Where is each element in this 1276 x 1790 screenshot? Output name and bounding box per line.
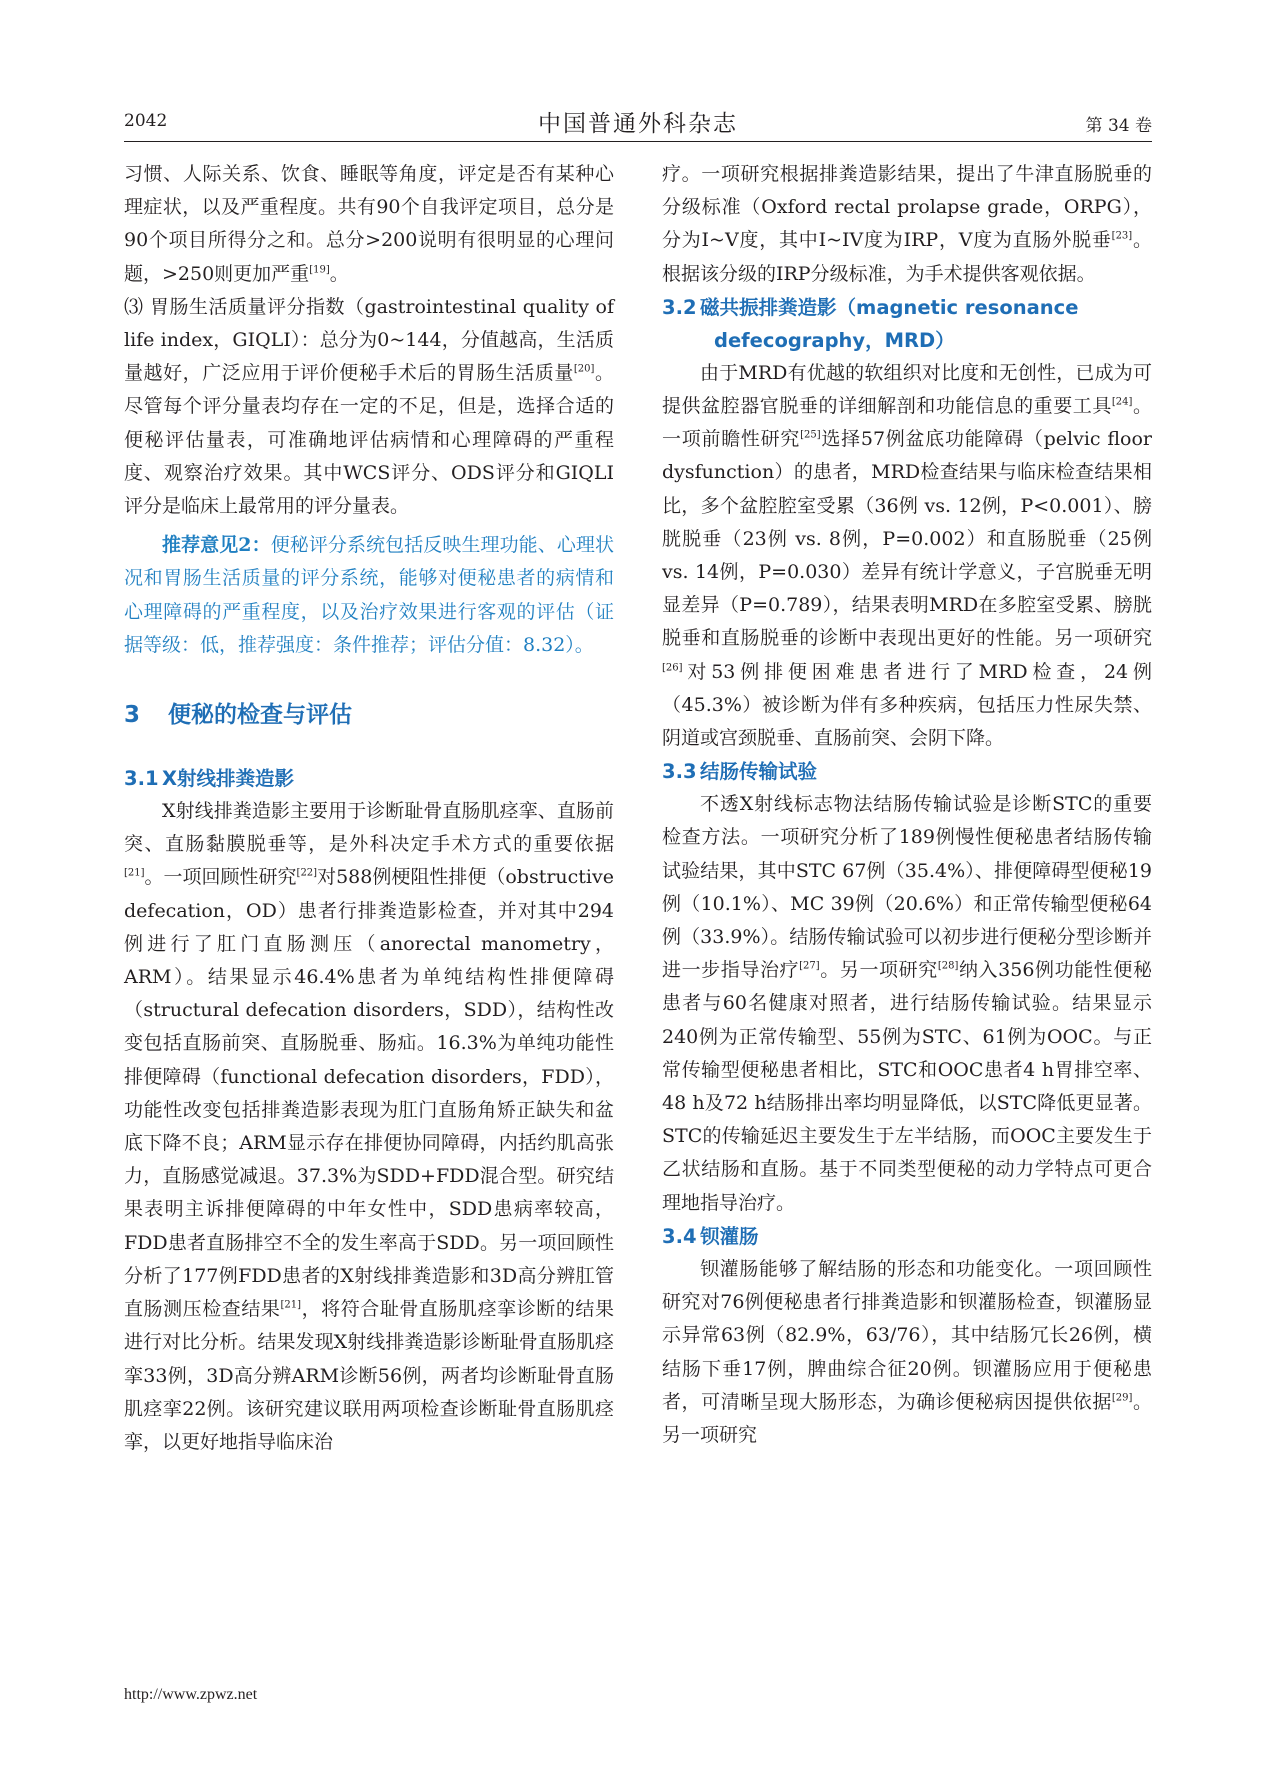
paragraph-orpg: 疗。一项研究根据排粪造影结果，提出了牛津直肠脱垂的分级标准（Oxford rectal prolapse grade，ORPG），分为I~V度，其中I~IV度为IRP，V度为直肠外脱垂[23]。根据该分级的IRP分级标准，为手术提供客观依据。: [662, 163, 1152, 285]
volume-label: 第 34 卷: [1085, 116, 1152, 136]
subsection-3-4-heading: 3.4 钡灌肠: [662, 1224, 759, 1248]
citation-29[interactable]: [29]: [1111, 1392, 1133, 1404]
subsection-3-3-heading: 3.3 结肠传输试验: [662, 760, 818, 784]
footer-url[interactable]: http://www.zpwz.net: [124, 1686, 258, 1703]
citation-28[interactable]: [28]: [937, 960, 959, 972]
page-number: 2042: [124, 111, 168, 131]
right-column: [662, 158, 1152, 1452]
citation-27[interactable]: [27]: [799, 960, 820, 972]
recommendation-text: 便秘评分系统包括反映生理功能、心理状况和胃肠生活质量的评分系统，能够对便秘患者的病情和心理障碍的严重程度，以及治疗效果进行客观的评估（证据等级：低，推荐强度：条件推荐；评估分值：8.32）。: [124, 534, 614, 656]
paragraph-barium-enema: 钡灌肠能够了解结肠的形态和功能变化。一项回顾性研究对76例便秘患者行排粪造影和钡灌肠检查，钡灌肠显示异常63例（82.9%，63/76），其中结肠冗长26例，横结肠下垂17例，脾曲综合征20例。钡灌肠应用于便秘患者，可清晰呈现大肠形态，为确诊便秘病因提供依据[29]。另一项研究: [662, 1257, 1152, 1446]
journal-title: 中国普通外科杂志: [538, 111, 738, 137]
citation-20[interactable]: [20]: [573, 363, 595, 375]
citation-21[interactable]: [21]: [124, 868, 145, 880]
recommendation-2: [124, 529, 614, 662]
paragraph-scl90-continuation: 习惯、人际关系、饮食、睡眠等角度，评定是否有某种心理症状，以及严重程度。共有90个自我评定项目，总分是90个项目所得分之和。总分>200说明有很明显的心理问题，>250则更加严重[19]。: [124, 163, 614, 285]
citation-22[interactable]: [22]: [296, 868, 318, 880]
citation-26[interactable]: [26]: [662, 662, 683, 674]
section-3-heading: 3 便秘的检查与评估: [124, 702, 352, 729]
citation-19[interactable]: [19]: [309, 264, 330, 276]
header-rule: [124, 141, 1152, 142]
paragraph-colonic-transit: 不透X射线标志物法结肠传输试验是诊断STC的重要检查方法。一项研究分析了189例慢性便秘患者结肠传输试验结果，其中STC 67例（35.4%）、排便障碍型便秘19例（10.1%）、MC 39例（20.6%）和正常传输型便秘64例（33.9%）。结肠传输试验可以初步进行便秘分型诊断并进一步指导治疗[27]。另一项研究[28]纳入356例功能性便秘患者与60名健康对照者，进行结肠传输试验。结果显示240例为正常传输型、55例为STC、61例为OOC。与正常传输型便秘患者相比，STC和OOC患者4 h胃排空率、48 h及72 h结肠排出率均明显降低，以STC降低更显著。STC的传输延迟主要发生于左半结肠，而OOC主要发生于乙状结肠和直肠。基于不同类型便秘的动力学特点可更合理地指导治疗。: [662, 793, 1152, 1214]
running-header: [124, 100, 1152, 142]
recommendation-label: 推荐意见2：: [162, 534, 271, 557]
subsection-3-1-heading: 3.1 X射线排粪造影: [124, 767, 295, 791]
paragraph-giqli: ⑶ 胃肠生活质量评分指数（gastrointestinal quality of life index，GIQLI）：总分为0~144，分值越高，生活质量越好，广泛应用于评价便秘手术后的胃肠生活质量[20]。尽管每个评分量表均存在一定的不足，但是，选择合适的便秘评估量表，可准确地评估病情和心理障碍的严重程度、观察治疗效果。其中WCS评分、ODS评分和GIQLI评分是临床上最常用的评分量表。: [124, 295, 614, 518]
citation-23[interactable]: [23]: [1111, 231, 1133, 243]
citation-25[interactable]: [25]: [800, 429, 821, 441]
subsection-3-2-heading: 3.2 磁共振排粪造影（magnetic resonance defecography，MRD）: [662, 295, 1079, 352]
citation-24[interactable]: [24]: [1111, 396, 1133, 408]
citation-21b[interactable]: [21]: [280, 1299, 302, 1311]
paragraph-mrd: 由于MRD有优越的软组织对比度和无创性，已成为可提供盆腔器官脱垂的详细解剖和功能信息的重要工具[24]。一项前瞻性研究[25]选择57例盆底功能障碍（pelvic floor dysfunction）的患者，MRD检查结果与临床检查结果相比，多个盆腔腔室受累（36例 vs. 12例，P<0.001）、膀胱脱垂（23例 vs. 8例，P=0.002）和直肠脱垂（25例 vs. 14例，P=0.030）差异有统计学意义，子宫脱垂无明显差异（P=0.789），结果表明MRD在多腔室受累、膀胱脱垂和直肠脱垂的诊断中表现出更好的性能。另一项研究[26]对53例排便困难患者进行了MRD检查，24例（45.3%）被诊断为伴有多种疾病，包括压力性尿失禁、阴道或宫颈脱垂、直肠前突、会阴下降。: [662, 361, 1152, 750]
left-column: [124, 158, 614, 1459]
paragraph-xray-defecography: X射线排粪造影主要用于诊断耻骨直肠肌痉挛、直肠前突、直肠黏膜脱垂等，是外科决定手术方式的重要依据[21]。一项回顾性研究[22]对588例梗阻性排便（obstructive defecation，OD）患者行排粪造影检查，并对其中294例进行了肛门直肠测压（anorectal manometry，ARM）。结果显示46.4%患者为单纯结构性排便障碍（structural defecation disorders，SDD），结构性改变包括直肠前突、直肠脱垂、肠疝。16.3%为单纯功能性排便障碍（functional defecation disorders，FDD），功能性改变包括排粪造影表现为肛门直肠角矫正缺失和盆底下降不良；ARM显示存在排便协同障碍，内括约肌高张力，直肠感觉减退。37.3%为SDD+FDD混合型。研究结果表明主诉排便障碍的中年女性中，SDD患病率较高，FDD患者直肠排空不全的发生率高于SDD。另一项回顾性分析了177例FDD患者的X射线排粪造影和3D高分辨肛管直肠测压检查结果[21]，将符合耻骨直肠肌痉挛诊断的结果进行对比分析。结果发现X射线排粪造影诊断耻骨直肠肌痉挛33例，3D高分辨ARM诊断56例，两者均诊断耻骨直肠肌痉挛22例。该研究建议联用两项检查诊断耻骨直肠肌痉挛，以更好地指导临床治: [124, 800, 614, 1453]
